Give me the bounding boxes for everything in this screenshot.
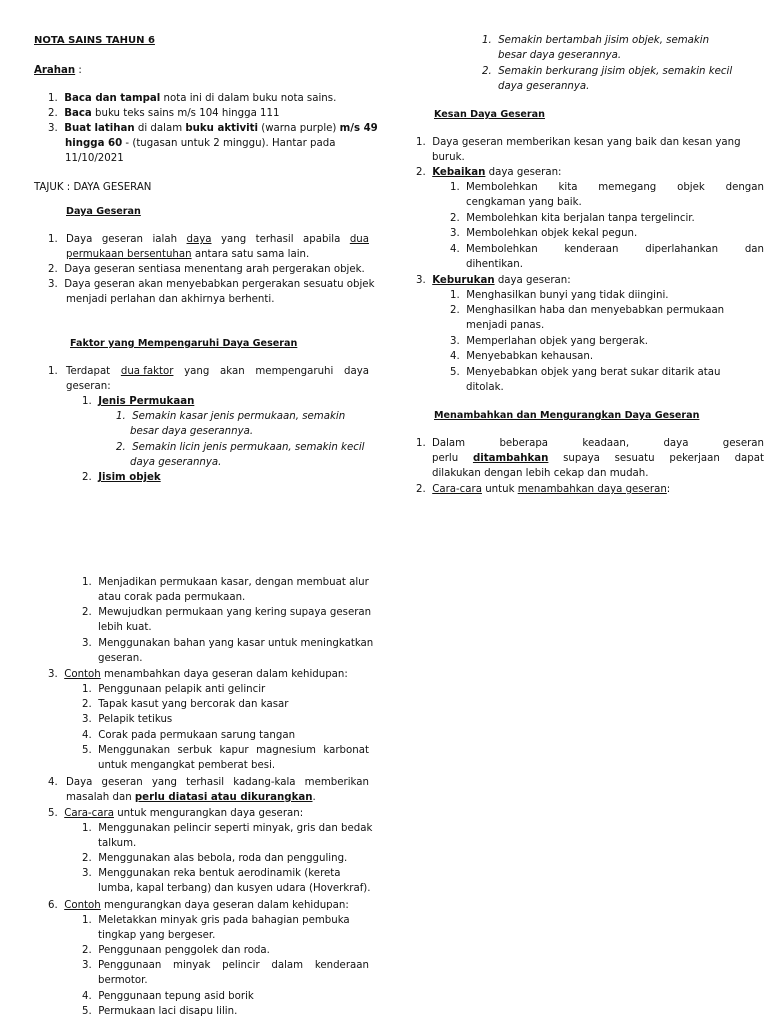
contoh-tambah: 3. Contoh menambahkan daya geseran dalam kehidupan:	[48, 669, 348, 680]
kebaikan-3: 3. Membolehkan objek kekal pegun.	[450, 228, 638, 239]
jisim-sub-2-line2: daya geserannya.	[498, 81, 590, 92]
contoh-tambah-5-line2: untuk mengangkat pemberat besi.	[98, 760, 276, 771]
keburukan-2-line2: menjadi panas.	[466, 320, 545, 331]
dg-item-1: Daya geseran ialah daya yang terhasil apabila dua	[66, 234, 369, 245]
cara-tambah-1: 1. Menjadikan permukaan kasar, dengan membuat alur	[82, 577, 369, 588]
contoh-tambah-5: Menggunakan serbuk kapur magnesium karbonat	[98, 745, 369, 756]
jenis-sub-1-line2: besar daya geserannya.	[130, 426, 254, 437]
keburukan: 3. Keburukan daya geseran:	[416, 275, 571, 286]
jisim-objek: 2. Jisim objek	[82, 472, 161, 483]
kebaikan: 2. Kebaikan daya geseran:	[416, 167, 562, 178]
kebaikan-4-num: 4.	[450, 244, 460, 255]
jenis-permukaan: 1. Jenis Permukaan	[82, 396, 195, 407]
faktor-item-1-line2: geseran:	[66, 381, 111, 392]
faktor-item-1-num: 1.	[48, 366, 58, 377]
arahan-item-3-line3: 11/10/2021	[65, 153, 124, 164]
item-6-sub-1: 1. Meletakkan minyak gris pada bahagian pembuka	[82, 915, 350, 926]
arahan-heading: Arahan :	[34, 65, 82, 76]
item-6-sub-5: 5. Permukaan laci disapu lilin.	[82, 1006, 238, 1017]
dg-item-2: 2. Daya geseran sentiasa menentang arah pergerakan objek.	[48, 264, 365, 275]
keburukan-5: 5. Menyebabkan objek yang berat sukar ditarik atau	[450, 367, 721, 378]
cara-tambah-2-line2: lebih kuat.	[98, 622, 152, 633]
menambahkan-item-1-line3: dilakukan dengan lebih cekap dan mudah.	[432, 468, 649, 479]
kebaikan-2: 2. Membolehkan kita berjalan tanpa tergelincir.	[450, 213, 695, 224]
arahan-item-1: 1. Baca dan tampal nota ini di dalam buku nota sains.	[48, 93, 337, 104]
arahan-item-3-line2: hingga 60 - (tugasan untuk 2 minggu). Hantar pada	[65, 138, 336, 149]
dg-item-3: 3. Daya geseran akan menyebabkan pergerakan sesuatu objek	[48, 279, 375, 290]
item-5-sub-1-line2: talkum.	[98, 838, 137, 849]
dg-item-1-num: 1.	[48, 234, 58, 245]
keburukan-1: 1. Menghasilkan bunyi yang tidak diingini.	[450, 290, 669, 301]
item-5-sub-3: 3. Menggunakan reka bentuk aerodinamik (kereta	[82, 868, 341, 879]
keburukan-2: 2. Menghasilkan haba dan menyebabkan permukaan	[450, 305, 725, 316]
dg-item-3-line2: menjadi perlahan dan akhirnya berhenti.	[66, 294, 275, 305]
dg-item-1-line2: permukaan bersentuhan antara satu sama lain.	[66, 249, 310, 260]
item-4-num: 4.	[48, 777, 58, 788]
menambahkan-item-1-line2: perlu ditambahkan supaya sesuatu pekerjaan dapat	[432, 453, 764, 464]
item-6-sub-2: 2. Penggunaan penggolek dan roda.	[82, 945, 270, 956]
jisim-sub-1: 1. Semakin bertambah jisim objek, semakin	[482, 35, 710, 46]
menambahkan-heading: Menambahkan dan Mengurangkan Daya Geseran	[434, 410, 700, 421]
contoh-tambah-4: 4. Corak pada permukaan sarung tangan	[82, 730, 296, 741]
arahan-item-2: 2. Baca buku teks sains m/s 104 hingga 111	[48, 108, 280, 119]
item-6-sub-3-num: 3.	[82, 960, 92, 971]
item-5-sub-2: 2. Menggunakan alas bebola, roda dan pengguling.	[82, 853, 348, 864]
faktor-item-1: Terdapat dua faktor yang akan mempengaruhi daya	[66, 366, 369, 377]
cara-tambah-3-line2: geseran.	[98, 653, 143, 664]
contoh-tambah-1: 1. Penggunaan pelapik anti gelincir	[82, 684, 266, 695]
kebaikan-4-line2: dihentikan.	[466, 259, 523, 270]
contoh-tambah-2: 2. Tapak kasut yang bercorak dan kasar	[82, 699, 289, 710]
kesan-item-1: 1. Daya geseran memberikan kesan yang baik dan kesan yang	[416, 137, 741, 148]
keburukan-4: 4. Menyebabkan kehausan.	[450, 351, 594, 362]
menambahkan-item-1-num: 1.	[416, 438, 426, 449]
item-5: 5. Cara-cara untuk mengurangkan daya geseran:	[48, 808, 304, 819]
item-6: 6. Contoh mengurangkan daya geseran dalam kehidupan:	[48, 900, 349, 911]
jisim-sub-2: 2. Semakin berkurang jisim objek, semakin kecil	[482, 66, 733, 77]
daya-geseran-heading: Daya Geseran	[66, 206, 141, 217]
keburukan-3: 3. Memperlahan objek yang bergerak.	[450, 336, 649, 347]
item-4-line2: masalah dan perlu diatasi atau dikurangkan.	[66, 792, 316, 803]
contoh-tambah-5-num: 5.	[82, 745, 92, 756]
contoh-tambah-3: 3. Pelapik tetikus	[82, 714, 173, 725]
kebaikan-1-line2: cengkaman yang baik.	[466, 197, 582, 208]
tajuk: TAJUK : DAYA GESERAN	[34, 182, 152, 193]
kesan-heading: Kesan Daya Geseran	[434, 109, 545, 120]
page-title: NOTA SAINS TAHUN 6	[34, 35, 155, 46]
menambahkan-item-1: Dalam beberapa keadaan, daya geseran	[432, 438, 764, 449]
cara-tambah-2: 2. Mewujudkan permukaan yang kering supaya geseran	[82, 607, 372, 618]
faktor-heading: Faktor yang Mempengaruhi Daya Geseran	[70, 338, 298, 349]
cara-tambah-1-line2: atau corak pada permukaan.	[98, 592, 246, 603]
keburukan-5-line2: ditolak.	[466, 382, 504, 393]
kesan-item-1-line2: buruk.	[432, 152, 465, 163]
kebaikan-1-num: 1.	[450, 182, 460, 193]
jenis-sub-2: 2. Semakin licin jenis permukaan, semakin kecil	[116, 442, 365, 453]
item-6-sub-3: Penggunaan minyak pelincir dalam kenderaan	[98, 960, 369, 971]
jisim-sub-1-line2: besar daya geserannya.	[498, 50, 622, 61]
kebaikan-1: Membolehkan kita memegang objek dengan	[466, 182, 764, 193]
item-6-sub-3-line2: bermotor.	[98, 975, 148, 986]
item-6-sub-4: 4. Penggunaan tepung asid borik	[82, 991, 254, 1002]
menambahkan-item-2: 2. Cara-cara untuk menambahkan daya geseran:	[416, 484, 671, 495]
jenis-sub-2-line2: daya geserannya.	[130, 457, 222, 468]
cara-tambah-3: 3. Menggunakan bahan yang kasar untuk meningkatkan	[82, 638, 374, 649]
arahan-item-3: 3. Buat latihan di dalam buku aktiviti (warna purple) m/s 49	[48, 123, 378, 134]
item-6-sub-1-line2: tingkap yang bergeser.	[98, 930, 216, 941]
item-5-sub-1: 1. Menggunakan pelincir seperti minyak, gris dan bedak	[82, 823, 373, 834]
item-5-sub-3-line2: lumba, kapal terbang) dan kusyen udara (Hoverkraf).	[98, 883, 371, 894]
item-4: Daya geseran yang terhasil kadang-kala memberikan	[66, 777, 369, 788]
kebaikan-4: Membolehkan kenderaan diperlahankan dan	[466, 244, 764, 255]
jenis-sub-1: 1. Semakin kasar jenis permukaan, semakin	[116, 411, 346, 422]
